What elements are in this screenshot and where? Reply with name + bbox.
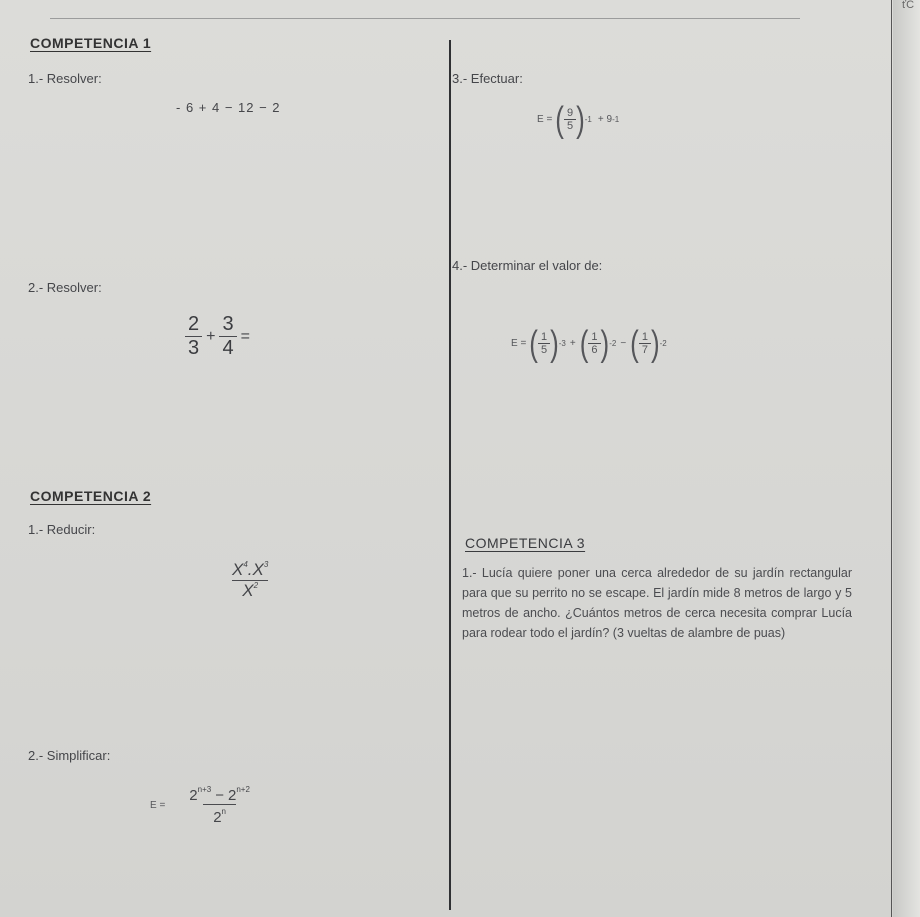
denominator: 4: [219, 336, 236, 360]
denominator: [232, 580, 268, 601]
open-paren: (: [579, 322, 589, 364]
numerator: 1: [540, 330, 548, 343]
base: X: [242, 581, 254, 600]
lhs: E =: [150, 800, 166, 811]
competencia-1-heading: COMPETENCIA 1: [30, 35, 152, 51]
equals-sign: =: [240, 327, 250, 345]
close-paren: ): [576, 98, 585, 140]
c3-q1-text: 1.- Lucía quiere poner una cerca alrededor de su jardín rectangular para que su perrito no se escape. El jardín mide 8 metros de largo y 5 metros de ancho. ¿Cuántos metros de cerca necesita comprar Lucía para rodear todo el jardín? (3 vueltas de alambre de puas): [462, 566, 852, 640]
minus-sign: −: [215, 787, 224, 804]
base: 2: [227, 787, 237, 804]
exponent: -2: [609, 338, 617, 348]
c2-q1-expression: [226, 560, 274, 601]
page-edge: [893, 0, 920, 917]
base: 2: [189, 787, 198, 804]
dot: .: [247, 560, 253, 579]
exponent: -3: [558, 338, 566, 348]
fraction-3-4: [219, 313, 236, 360]
numerator: 1: [641, 330, 648, 343]
open-paren: (: [529, 322, 538, 364]
close-paren: ): [600, 322, 610, 364]
competencia-2-heading: COMPETENCIA 2: [30, 488, 152, 504]
top-rule: [50, 18, 800, 19]
competencia-3-heading: COMPETENCIA 3: [465, 535, 586, 551]
numerator: 2: [188, 313, 200, 335]
rest-term: + 9: [597, 113, 613, 125]
exponent: n+2: [236, 785, 250, 794]
c1-q2-label: 2.- Resolver:: [28, 280, 102, 295]
base: X: [232, 560, 244, 579]
exponent: n: [221, 807, 226, 816]
plus-sign: +: [569, 337, 576, 349]
base: 2: [213, 809, 222, 826]
column-divider: [449, 40, 451, 910]
exponent: -2: [659, 338, 667, 348]
fraction-powers-of-2: [179, 785, 260, 826]
exponent: -1: [612, 114, 620, 124]
fraction-2-3: [185, 313, 202, 360]
denominator: [203, 804, 236, 826]
fraction-1-7: [639, 331, 651, 356]
fraction-1-5: [538, 331, 550, 356]
lhs: E =: [511, 337, 527, 349]
open-paren: (: [555, 98, 564, 140]
exponent: n+3: [197, 785, 212, 794]
lhs: E =: [537, 113, 553, 125]
minus-sign: −: [620, 337, 627, 349]
denominator: 5: [538, 343, 550, 356]
exponent: 3: [263, 560, 269, 569]
c2-q1-label: 1.- Reducir:: [28, 522, 96, 537]
c1-q2-expression: [185, 313, 254, 360]
numerator: [226, 560, 274, 580]
c1-q4-label: 4.- Determinar el valor de:: [452, 258, 603, 273]
numerator: [179, 785, 260, 804]
c1-q3-label: 3.- Efectuar:: [452, 71, 523, 86]
c1-q4-expression: [511, 322, 667, 364]
numerator: 1: [591, 330, 598, 343]
close-paren: ): [650, 322, 660, 364]
fraction-x4x3-x2: [226, 560, 274, 601]
fraction-9-5: [564, 107, 576, 132]
c1-q1-label: 1.- Resolver:: [28, 71, 102, 86]
fraction-1-6: [588, 331, 600, 356]
numerator: 3: [222, 313, 234, 335]
exponent: 2: [253, 581, 259, 590]
exponent: 4: [243, 560, 248, 569]
denominator: 3: [185, 336, 202, 360]
numerator: 9: [566, 106, 574, 119]
denominator: 5: [564, 119, 576, 132]
denominator: 6: [588, 343, 600, 356]
close-paren: ): [550, 322, 559, 364]
c1-q1-expression: - 6 + 4 − 12 − 2: [176, 100, 281, 115]
c1-q3-expression: [537, 98, 620, 140]
c2-q2-label: 2.- Simplificar:: [28, 748, 111, 763]
plus-sign: +: [206, 327, 216, 345]
base: X: [252, 560, 264, 579]
exponent: -1: [584, 114, 592, 124]
c2-q2-expression: [150, 785, 260, 826]
open-paren: (: [630, 322, 639, 364]
margin-line: [891, 0, 892, 917]
corner-mark: ťC: [902, 0, 915, 11]
denominator: 7: [639, 343, 651, 356]
